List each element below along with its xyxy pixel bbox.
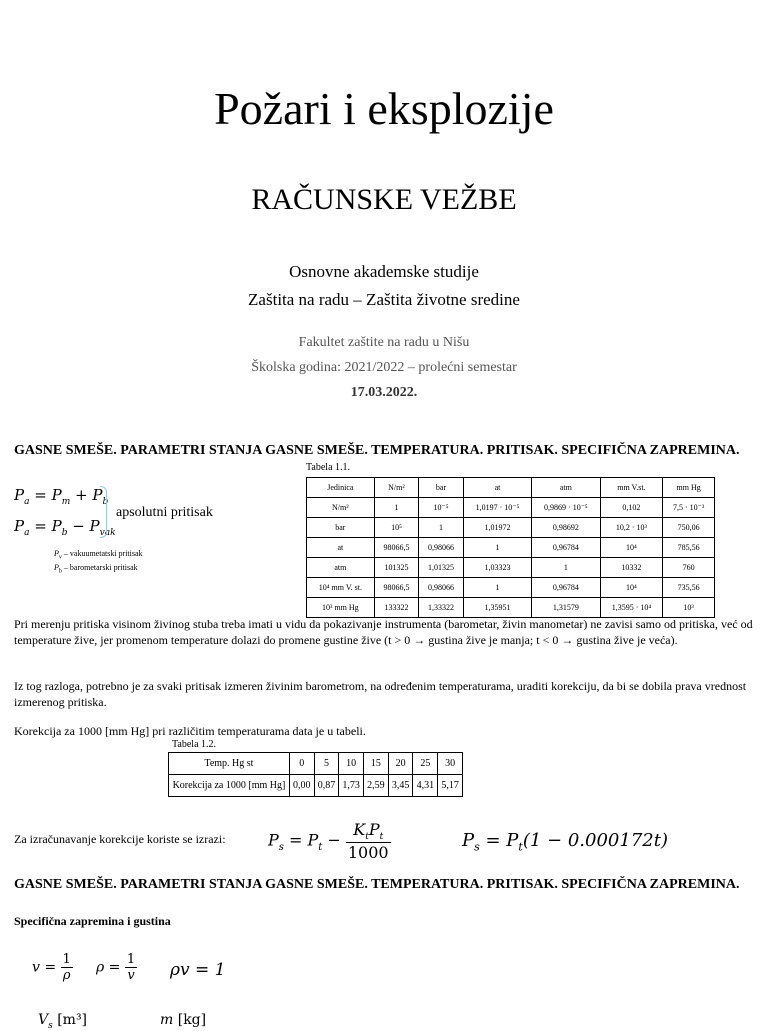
table-cell: Jedinica: [307, 478, 375, 498]
table-cell: 1: [463, 578, 531, 598]
table-cell: 1,01972: [463, 518, 531, 538]
table-cell: 10³ mm Hg: [307, 598, 375, 618]
table-cell: 785,56: [663, 538, 715, 558]
page-subtitle: RAČUNSKE VEŽBE: [251, 183, 517, 216]
equation-absolute-pressure-1: $P_a = P_m + P_b$: [14, 486, 109, 507]
table-cell: 0,96784: [532, 538, 600, 558]
table-cell: 0,87: [314, 775, 339, 797]
table-cell: 10: [339, 753, 364, 775]
table-cell: Temp. Hg st: [169, 753, 290, 775]
table-cell: 20: [388, 753, 413, 775]
page-title: Požari i eksplozije: [214, 83, 554, 134]
correction-formula-fraction: $P_s = P_t$ − $\frac{K_tP_t}{1000}$: [268, 820, 389, 863]
table-row: [307, 598, 715, 618]
table-cell: 98066,5: [374, 538, 419, 558]
table-cell: 735,56: [663, 578, 715, 598]
table-cell: 1,33322: [419, 598, 464, 618]
table-cell: 750,06: [663, 518, 715, 538]
table-row: [307, 578, 715, 598]
table-row: [169, 775, 463, 797]
table-cell: 1,73: [339, 775, 364, 797]
table-cell: 0: [289, 753, 314, 775]
table-cell: 98066,5: [374, 578, 419, 598]
table-cell: 10,2 · 10³: [600, 518, 663, 538]
table-cell: N/m²: [374, 478, 419, 498]
vacuum-pressure-note: $P_v$ – vakuumetatski pritisak: [54, 549, 143, 561]
table-cell: 1,0197 · 10⁻⁵: [463, 498, 531, 518]
table1-caption: Tabela 1.1.: [306, 462, 351, 473]
table-cell: 0,00: [289, 775, 314, 797]
table-cell: 10⁴: [600, 538, 663, 558]
table-cell: 5,17: [438, 775, 463, 797]
brace-bracket: [100, 486, 107, 538]
table-row: [307, 498, 715, 518]
table-cell: 3,45: [388, 775, 413, 797]
equation-absolute-pressure-2: $P_a = P_b - P_{vak}$: [14, 517, 116, 538]
table-cell: 0,98066: [419, 578, 464, 598]
table2-caption: Tabela 1.2.: [172, 739, 217, 750]
table-cell: 1: [374, 498, 419, 518]
table-row: [307, 518, 715, 538]
table-cell: mm Hg: [663, 478, 715, 498]
table-cell: 1,01325: [419, 558, 464, 578]
table-cell: bar: [419, 478, 464, 498]
correction-intro-text: Za izračunavanje korekcije koriste se izrazi:: [14, 832, 226, 846]
section-heading-repeat: GASNE SMEŠE. PARAMETRI STANJA GASNE SMEŠE. TEMPERATURA. PRITISAK. SPECIFIČNA ZAPREMINA.: [14, 877, 740, 892]
table-cell: 1,3595 · 10⁴: [600, 598, 663, 618]
table-cell: 760: [663, 558, 715, 578]
correction-table: [168, 752, 463, 797]
table-cell: 25: [413, 753, 438, 775]
subheading-specific-volume: Specifična zapremina i gustina: [14, 914, 171, 928]
table-cell: 0,98692: [532, 518, 600, 538]
study-module: Zaštita na radu – Zaštita životne sredine: [248, 290, 520, 309]
table-cell: 10⁵: [374, 518, 419, 538]
table-cell: 4,31: [413, 775, 438, 797]
product-formula: ρv = 1: [170, 960, 226, 980]
table-cell: atm: [532, 478, 600, 498]
table-row: [307, 478, 715, 498]
table-cell: 10⁴: [600, 578, 663, 598]
table-cell: 15: [364, 753, 389, 775]
table-cell: 1: [463, 538, 531, 558]
table-cell: 0,98066: [419, 538, 464, 558]
specific-volume-formula: v = $\frac{1}{\rho}$: [32, 952, 71, 983]
table-cell: 7,5 · 10⁻³: [663, 498, 715, 518]
table-cell: 30: [438, 753, 463, 775]
table-cell: 1,31579: [532, 598, 600, 618]
faculty-name: Fakultet zaštite na radu u Nišu: [298, 335, 470, 350]
table-cell: 0,102: [600, 498, 663, 518]
section-heading: GASNE SMEŠE. PARAMETRI STANJA GASNE SMEŠE. TEMPERATURA. PRITISAK. SPECIFIČNA ZAPREMINA.: [14, 443, 740, 458]
volume-unit-formula: $V_s$ [m³]: [38, 1012, 88, 1031]
mass-unit-formula: m [kg]: [160, 1012, 207, 1028]
table-cell: 0,9869 · 10⁻⁵: [532, 498, 600, 518]
table-cell: 1: [419, 518, 464, 538]
paragraph-correction: Iz tog razloga, potrebno je za svaki pritisak izmeren živinim barometrom, na određenim temperaturama, uraditi korekciju, da bi se dobila prava vrednost izmerenog pritiska.: [14, 679, 747, 709]
table-cell: at: [307, 538, 375, 558]
table-cell: 10332: [600, 558, 663, 578]
barometric-pressure-note: $P_b$ – barometarski pritisak: [54, 563, 138, 575]
table-cell: 1: [532, 558, 600, 578]
table-cell: 10³: [663, 598, 715, 618]
document-date: 17.03.2022.: [350, 385, 418, 400]
table-cell: 101325: [374, 558, 419, 578]
table-cell: 133322: [374, 598, 419, 618]
table-cell: 5: [314, 753, 339, 775]
table-cell: 0,96784: [532, 578, 600, 598]
table-cell: Korekcija za 1000 [mm Hg]: [169, 775, 290, 797]
table-cell: mm V.st.: [600, 478, 663, 498]
table-cell: 10⁻⁵: [419, 498, 464, 518]
table-cell: at: [463, 478, 531, 498]
absolute-pressure-label: apsolutni pritisak: [116, 505, 213, 520]
table-cell: atm: [307, 558, 375, 578]
paragraph-table-intro: Korekcija za 1000 [mm Hg] pri različitim temperaturama data je u tabeli.: [14, 724, 366, 738]
unit-conversion-table: [306, 477, 715, 618]
correction-formula-linear: $P_s = P_t(1 - 0.000172t)$: [462, 830, 668, 854]
density-formula: ρ = $\frac{1}{v}$: [96, 952, 136, 983]
school-year: Školska godina: 2021/2022 – prolećni semestar: [251, 360, 517, 375]
table-row: [307, 558, 715, 578]
table-cell: bar: [307, 518, 375, 538]
study-program: Osnovne akademske studije: [289, 262, 479, 281]
paragraph-measurement: Pri merenju pritiska visinom živinog stuba treba imati u vidu da pokazivanje instrumenta (barometar, živin manometar) ne zavisi samo od pritiska, već od temperature žive, jer promenom temperature dolazi do promene gustine žive (t > 0 → gustina žive je manja; t < 0 → gustina žive je veća).: [14, 617, 753, 647]
table-row: [169, 753, 463, 775]
table-cell: 1,35951: [463, 598, 531, 618]
table-cell: 10⁴ mm V. st.: [307, 578, 375, 598]
table-row: [307, 538, 715, 558]
table-cell: N/m²: [307, 498, 375, 518]
table-cell: 2,59: [364, 775, 389, 797]
table-cell: 1,03323: [463, 558, 531, 578]
